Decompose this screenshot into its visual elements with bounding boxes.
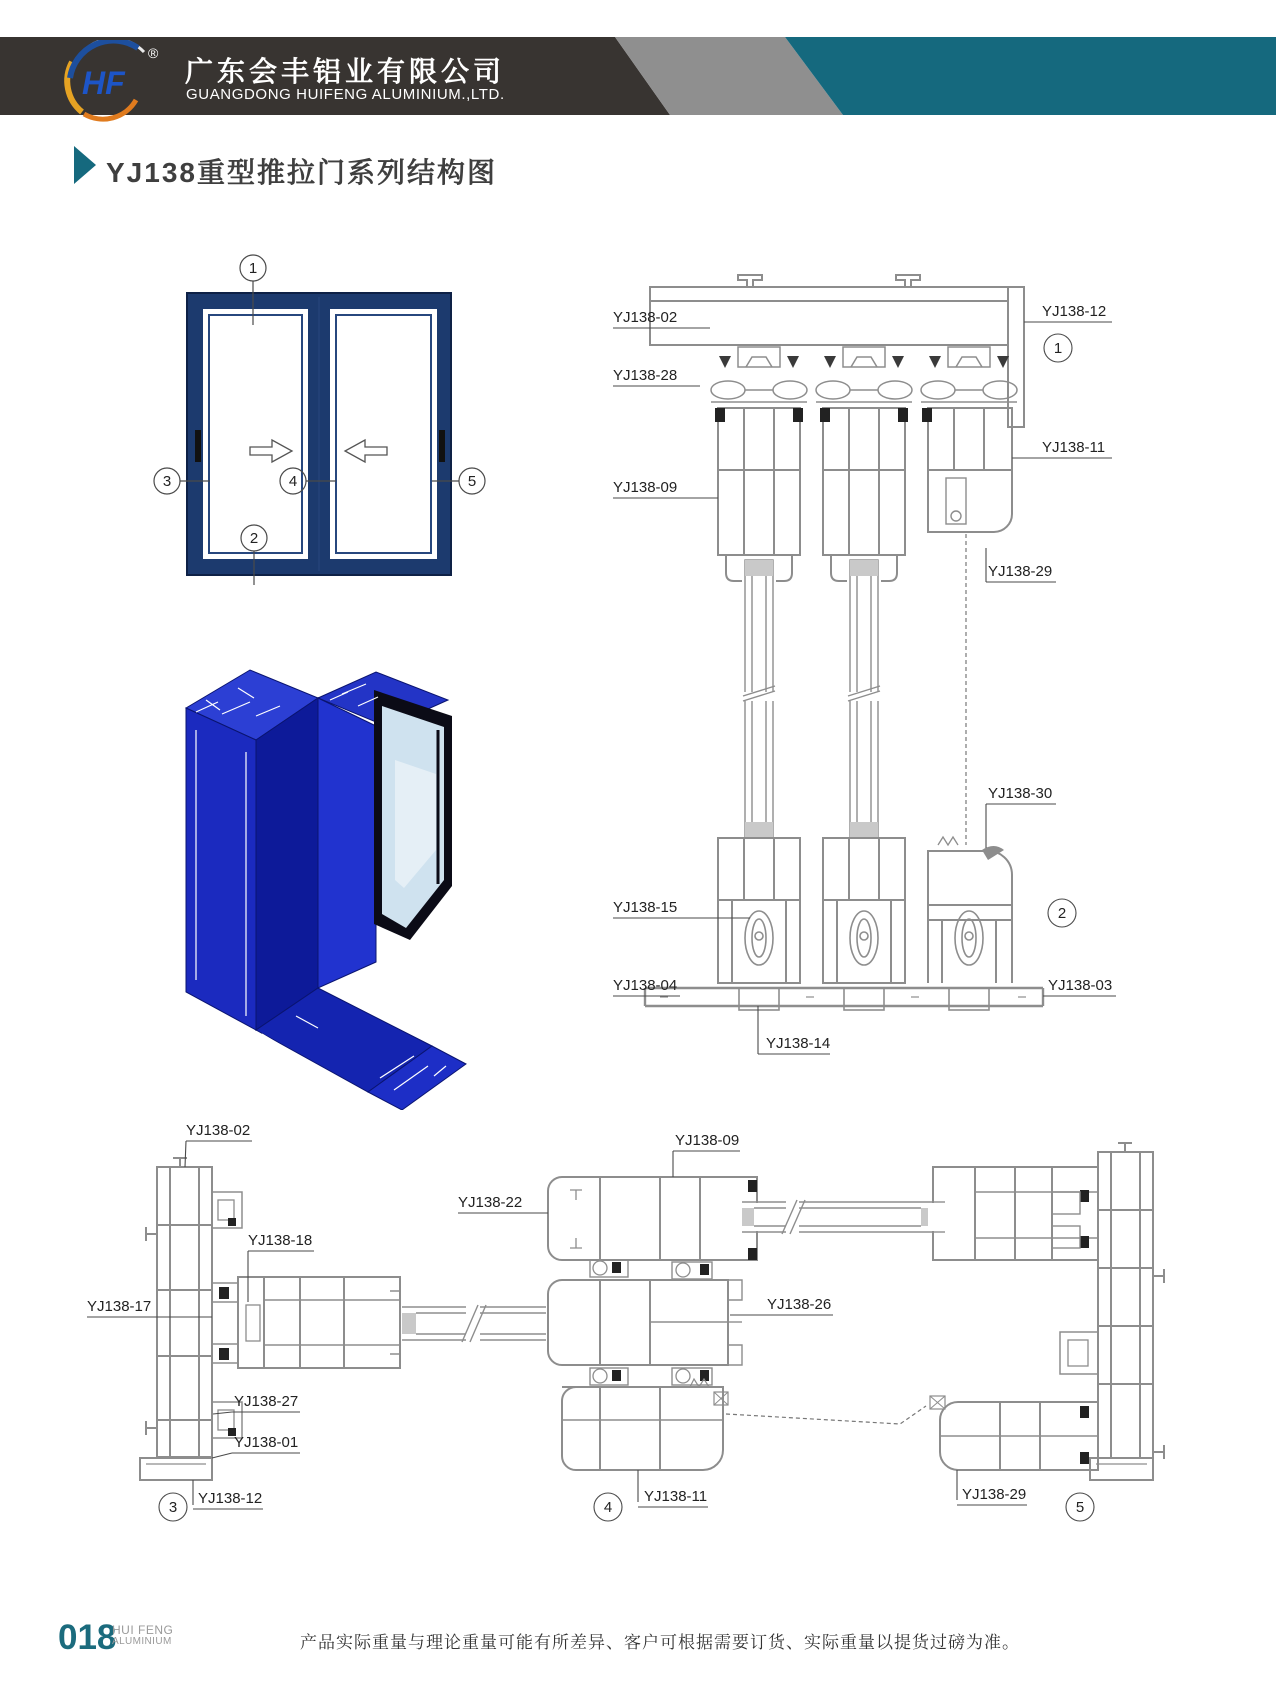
label-yj138-29: YJ138-29 (988, 563, 1053, 580)
top-track-profile (650, 275, 1024, 427)
label-yj138-04: YJ138-04 (613, 977, 678, 994)
header-band-teal (785, 37, 1276, 115)
leaf2-glass (848, 560, 880, 838)
vertical-section-diagram (560, 240, 1140, 1060)
label-yj138-11-b: YJ138-11 (644, 1488, 708, 1505)
jamb-lower-piece-yj138-30 (928, 837, 1012, 983)
door-marker-5: 5 (467, 473, 477, 490)
label-yj138-29-b: YJ138-29 (962, 1486, 1027, 1503)
leaf1-glass (743, 560, 775, 838)
door-marker-4: 4 (288, 473, 298, 490)
page-title: YJ138重型推拉门系列结构图 (106, 157, 497, 188)
label-yj138-09: YJ138-09 (613, 479, 678, 496)
door-handle-left (195, 430, 201, 462)
label-yj138-26: YJ138-26 (767, 1296, 832, 1313)
door-elevation-diagram (140, 230, 510, 600)
label-yj138-18: YJ138-18 (248, 1232, 313, 1249)
leaf1-top-rail (715, 408, 803, 581)
section-marker-2: 2 (1057, 905, 1067, 922)
section-marker-4: 4 (603, 1499, 613, 1516)
end-cap-yj138-12 (1008, 287, 1024, 427)
footer-brand-bottom: ALUMINIUM (112, 1636, 172, 1647)
footer-brand-top: HUI FENG (112, 1623, 174, 1637)
label-yj138-22: YJ138-22 (458, 1194, 523, 1211)
jamb-profile-yj138-11 (922, 408, 1012, 532)
vertical-section-leaders (613, 322, 1116, 1054)
bottom-sill-profile (645, 988, 1043, 1010)
label-yj138-17: YJ138-17 (87, 1298, 152, 1315)
label-yj138-28: YJ138-28 (613, 367, 678, 384)
door-frame (187, 293, 451, 575)
door-marker-1: 1 (248, 260, 258, 277)
label-yj138-30: YJ138-30 (988, 785, 1053, 802)
render-glass-unit (374, 690, 452, 940)
label-yj138-02-b: YJ138-02 (186, 1122, 251, 1139)
center-stile-profile (548, 1177, 762, 1470)
leaf2-top-rail (820, 408, 908, 581)
label-yj138-27: YJ138-27 (234, 1393, 299, 1410)
door-marker-2: 2 (249, 530, 259, 547)
label-yj138-12: YJ138-12 (1042, 303, 1107, 320)
glass-strip-right (742, 1199, 933, 1235)
door-marker-3: 3 (162, 473, 172, 490)
label-yj138-09-b: YJ138-09 (675, 1132, 740, 1149)
label-yj138-02: YJ138-02 (613, 309, 678, 326)
lock-stile-profile (238, 1277, 400, 1368)
label-yj138-12-b: YJ138-12 (198, 1490, 263, 1507)
company-name-en: GUANGDONG HUIFENG ALUMINIUM.,LTD. (186, 86, 505, 103)
label-yj138-15: YJ138-15 (613, 899, 678, 916)
section-marker-1: 1 (1053, 340, 1063, 357)
label-yj138-01: YJ138-01 (234, 1434, 299, 1451)
page-number: 018 (58, 1618, 117, 1657)
right-jamb-profile (928, 1143, 1164, 1480)
logo-swoosh-orange2 (84, 100, 136, 119)
label-yj138-14: YJ138-14 (766, 1035, 831, 1052)
company-logo (48, 40, 188, 122)
label-yj138-11: YJ138-11 (1042, 439, 1106, 456)
footer-disclaimer: 产品实际重量与理论重量可能有所差异、客户可根据需要订货、实际重量以提货过磅为准。 (300, 1633, 1020, 1652)
title-arrow-icon (74, 146, 96, 184)
horizontal-section-diagram (60, 1120, 1180, 1525)
section-marker-3: 3 (168, 1499, 178, 1516)
left-jamb-profile (140, 1158, 242, 1480)
company-name-cn: 广东会丰铝业有限公司 (185, 56, 506, 87)
door-handle-right (439, 430, 445, 462)
profile-3d-render (170, 630, 480, 1110)
glass-strip-left (402, 1303, 546, 1344)
label-yj138-03: YJ138-03 (1048, 977, 1113, 994)
logo-text: HF (82, 65, 125, 101)
fixing-dashed-line-bottom (726, 1406, 926, 1424)
registered-mark: ® (148, 45, 159, 61)
footer-brand (112, 1624, 173, 1648)
section-marker-5: 5 (1075, 1499, 1085, 1516)
